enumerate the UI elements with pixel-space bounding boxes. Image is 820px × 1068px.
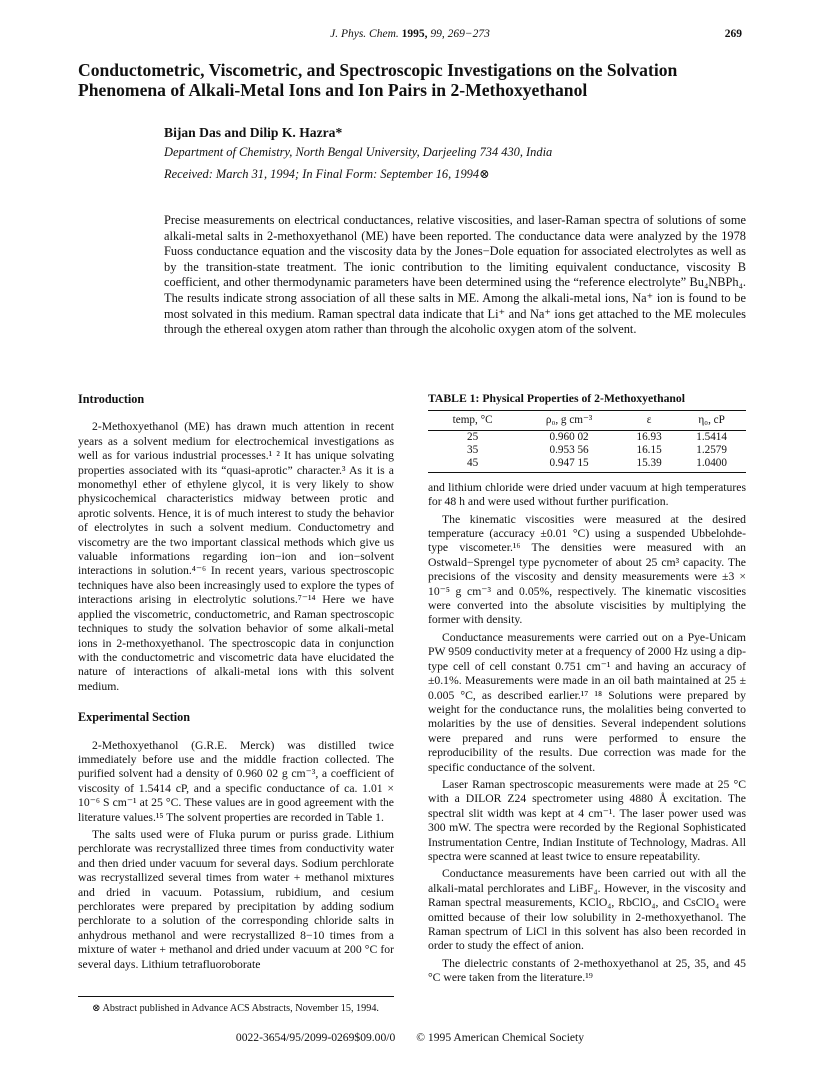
cell-density: 0.953 56 (549, 443, 589, 456)
article-code: 0022-3654/95/2099-0269$09.00/0 (235, 1031, 396, 1044)
viscosity-paragraph: The kinematic viscosities were measured at the desired temperature (accuracy ±0.01 °C) using a suspended Ubbelohde-type viscometer.¹⁶ The densities were measured with an Ostwald−Sprengel type pycnometer of about 25 cm³ capacity. The precisions of the viscosity and density measurements were ±3 × 10⁻⁵ g cm⁻³ and 0.05%, respectively. The kinematic viscosities were converted into the absolute viscisities by multiplying the former with density. (428, 512, 746, 627)
cell-viscosity: 1.2579 (696, 443, 727, 456)
cell-density: 0.960 02 (549, 430, 589, 443)
affiliation: Department of Chemistry, North Bengal University, Darjeeling 734 430, India (164, 145, 553, 159)
cell-temp: 45 (428, 457, 517, 473)
raman-paragraph: Laser Raman spectroscopic measurements were made at 25 °C with a DILOR Z24 spectrometer using 4880 Å excitation. The spectral slit width was kept at 4 cm⁻¹. The laser power used was 300 mW. The spectra were recorded by the Regional Sophisticated Instrumentation Centre, Indian Institute of Technology, Madras. All spectra were scanned at least twice to ensure repeatability. (428, 777, 746, 863)
experimental-paragraph-2: The salts used were of Fluka purum or puriss grade. Lithium perchlorate was recrystallized three times from conductivity water and then dried under vacuum for several days. Sodium perchlorate was recrystallized several times from water + methanol mixtures and dried in vacuum. Potassium, rubidium, and cesium perchlorates were prepared by precipitation by adding sodium perchlorate to a solution of the corresponding chloride salts in anhydrous methanol and were recrystallized 8−10 times from a mixture of water + methanol and dried under vacuum at 200 °C for several days. Lithium tetrafluoroborate (78, 827, 394, 971)
table-row (428, 457, 746, 473)
page-number: 269 (724, 28, 742, 40)
left-column (78, 392, 394, 975)
table-title: Physical Properties of 2-Methoxyethanol (482, 392, 686, 405)
dielectric-paragraph: The dielectric constants of 2-methoxyethanol at 25, 35, and 45 °C were taken from the literature.¹⁹ (428, 956, 746, 985)
header-temp: temp, °C (428, 411, 517, 430)
conductance-paragraph: Conductance measurements were carried out on a Pye-Unicam PW 9509 conductivity meter at a frequency of 2000 Hz using a dip-type cell of cell constant 0.751 cm⁻¹ and having an accuracy of ±0.1%. Measurements were made in an oil bath maintained at 25 ± 0.005 °C, as described earlier.¹⁷ ¹⁸ Solutions were prepared by weight for the conductance runs, the molalities being converted to molarities by the use of densities. Several independent solutions were prepared and runs were performed to ensure the reproducibility of the results. Due correction was made for the specific conductance of the solvent. (428, 630, 746, 774)
journal-name: J. Phys. Chem. (330, 28, 399, 40)
measurements-paragraph: Conductance measurements have been carried out with all the alkali-matal perchlorates and LiBF₄. However, in the viscosity and Raman spectral measurements, KClO₄, RbClO₄, and CsClO₄ were omitted because of their low solubility in 2-methoxyethanol. The Raman spectrum of LiCl in this solvent has also been recorded in order to study the effect of anion. (428, 867, 746, 953)
cell-dielectric: 16.93 (636, 430, 662, 443)
introduction-heading: Introduction (78, 392, 145, 406)
article-title: Conductometric, Viscometric, and Spectroscopic Investigations on the Solvation Phenomena of Alkali-Metal Ions and Ion Pairs in 2-Methoxyethanol (78, 60, 678, 100)
introduction-paragraph: 2-Methoxyethanol (ME) has drawn much attention in recent years as a solvent medium for electrochemical investigations as well as for various industrial processes.¹ ² It has unique solvating properties associated with its “quasi-aprotic” character.³ As it is a monomethyl ether of ethylene glycol, it is very likely to show physicochemical characteristics midway between protic and aprotic solvents. Hence, it is of much interest to study the behavior of electrolytes in such a solvent medium. Conductometry and viscometry are the two important classical methods which give us valuable informations regarding ion−ion and ion−solvent interactions in solution.⁴⁻⁶ In recent years, various spectroscopic techniques have also been increasingly used to explore the types of interactions arising in electrolytic solutions.⁷⁻¹⁴ Here we have applied the viscometric, conductometric, and Raman spectroscopic techniques to study the solvation behavior of some alkali-metal ions in 2-methoxyethanol. The spectroscopic data in conjunction with the conductometric and viscometric data have elucidated the nature of interactions of alkali-metal ions with this solvent medium. (78, 420, 394, 693)
experimental-paragraph-1: 2-Methoxyethanol (G.R.E. Merck) was distilled twice immediately before use and the middle fraction collected. The purified solvent had a density of 0.960 02 g cm⁻³, a coefficient of viscosity of 1.5414 cP, and a specific conductance of ca. 1.01 × 10⁻⁶ S cm⁻¹ at 25 °C. These values are in good agreement with the literature values.¹⁵ The solvent properties are recorded in Table 1. (78, 738, 394, 824)
header-dielectric: ε (621, 411, 677, 430)
copyright: © 1995 American Chemical Society (416, 1031, 585, 1044)
continuation-paragraph: and lithium chloride were dried under vacuum at high temperatures for 48 h and were used without further purification. (428, 480, 746, 509)
table-label: TABLE 1: (428, 392, 480, 405)
cell-dielectric: 15.39 (621, 457, 677, 473)
cell-density: 0.947 15 (517, 457, 621, 473)
footnote: ⊗ Abstract published in Advance ACS Abstracts, November 15, 1994. (92, 1003, 379, 1014)
cell-temp: 35 (467, 443, 479, 456)
table-caption (428, 392, 746, 406)
authors: Bijan Das and Dilip K. Hazra* (164, 125, 343, 140)
running-head (78, 28, 742, 44)
journal-year: 1995, (401, 28, 428, 40)
footnote-rule (78, 996, 394, 997)
cell-viscosity: 1.0400 (677, 457, 746, 473)
table-header-row (428, 411, 746, 430)
right-column (428, 392, 746, 989)
volume-pages: 99, 269−273 (430, 28, 490, 40)
cell-temp: 25 (467, 430, 479, 443)
journal-citation (78, 28, 742, 40)
header-density: ρ₀, g cm⁻³ (517, 411, 621, 430)
header-viscosity: η₀, cP (677, 411, 746, 430)
experimental-heading: Experimental Section (78, 710, 191, 725)
page-footer (0, 1031, 820, 1044)
physical-properties-table (428, 410, 746, 472)
cell-dielectric: 16.15 (636, 443, 662, 456)
table-row (428, 430, 746, 444)
table-row (428, 444, 746, 457)
received-dates: Received: March 31, 1994; In Final Form: September 16, 1994⊗ (164, 167, 490, 181)
abstract: Precise measurements on electrical conductances, relative viscosities, and laser-Raman spectra of solutions of some alkali-metal salts in 2-methoxyethanol (ME) have been reported. The conductance data were analyzed by the 1978 Fuoss conductance equation and the viscosity data by the Jones−Dole equation for associated electrolytes as well as by the transition-state treatment. The ionic contribution to the limiting equivalent conductance, viscosity B coefficient, and other thermodynamic parameters have been determined using the “reference electrolyte” Bu₄NBPh₄. The results indicate strong association of all these salts in ME. Among the alkali-metal ions, Na⁺ ion is found to be most solvated in this medium. Raman spectral data indicate that Li⁺ and Na⁺ ions get attached to the ME molecules through the ethereal oxygen atom rather than through the alcoholic oxygen atom of the solvent. (164, 213, 746, 337)
cell-viscosity: 1.5414 (696, 430, 727, 443)
